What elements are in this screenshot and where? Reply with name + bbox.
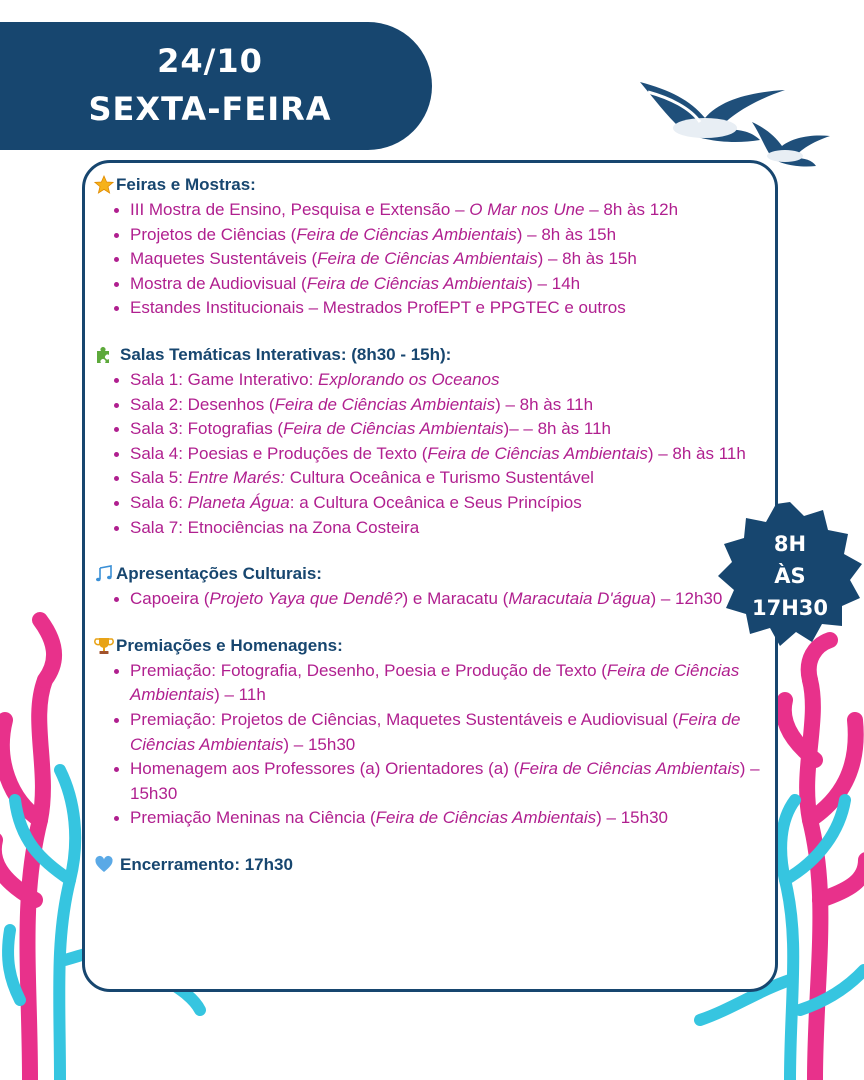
list-item: Sala 3: Fotografias (Feira de Ciências Ambientais)– – 8h às 11h [94, 417, 766, 442]
list-item: Premiação: Projetos de Ciências, Maquetes Sustentáveis e Audiovisual (Feira de Ciências Ambientais) – 15h30 [94, 708, 766, 757]
list-item: Sala 2: Desenhos (Feira de Ciências Ambientais) – 8h às 11h [94, 393, 766, 418]
badge-line-1: 8H [773, 532, 807, 556]
section-title-text: Premiações e Homenagens: [116, 635, 343, 655]
seagull-small-icon [752, 122, 830, 167]
star-icon [94, 175, 114, 195]
section-feiras [94, 174, 766, 321]
heart-icon [94, 855, 114, 875]
list-item: Sala 4: Poesias e Produções de Texto (Feira de Ciências Ambientais) – 8h às 11h [94, 442, 766, 467]
list-item: Capoeira (Projeto Yaya que Dendê?) e Maracatu (Maracutaia D'água) – 12h30 [94, 587, 766, 612]
badge-text [716, 528, 864, 624]
list-item: Sala 5: Entre Marés: Cultura Oceânica e Turismo Sustentável [94, 466, 766, 491]
section-title-text: Feiras e Mostras: [116, 175, 256, 194]
pink-coral-left [0, 620, 54, 1080]
section-hours: : (8h30 - 15h): [340, 344, 452, 364]
date-header [0, 22, 432, 150]
puzzle-icon [94, 345, 114, 365]
list-item: Sala 7: Etnociências na Zona Costeira [94, 516, 766, 541]
badge-line-3: 17H30 [751, 596, 829, 620]
list-item: Estandes Institucionais – Mestrados ProfEPT e PPGTEC e outros [94, 296, 766, 321]
section-premiacoes-title [94, 635, 766, 657]
section-encerramento-title [94, 854, 766, 876]
time-badge [716, 502, 864, 650]
trophy-icon [94, 636, 114, 656]
section-feiras-title [94, 174, 766, 196]
badge-line-2: ÀS [774, 564, 806, 588]
list-item: Sala 1: Game Interativo: Explorando os Oceanos [94, 368, 766, 393]
section-title-text: Salas Temáticas Interativas [120, 344, 341, 364]
section-premiacoes [94, 635, 766, 831]
music-notes-icon [94, 564, 114, 584]
pink-coral-right [784, 640, 864, 1080]
list-item: Projetos de Ciências (Feira de Ciências Ambientais) – 8h às 15h [94, 223, 766, 248]
section-title-text: Encerramento: 17h30 [120, 854, 293, 874]
list-item: III Mostra de Ensino, Pesquisa e Extensão – O Mar nos Une – 8h às 12h [94, 198, 766, 223]
section-encerramento [94, 854, 766, 876]
section-title-text: Apresentações Culturais: [116, 564, 322, 584]
list-item: Maquetes Sustentáveis (Feira de Ciências Ambientais) – 8h às 15h [94, 247, 766, 272]
section-apresentacoes-title [94, 563, 766, 585]
section-apresentacoes [94, 563, 766, 612]
section-salas-title [94, 344, 766, 366]
header-weekday: SEXTA-FEIRA [88, 90, 332, 128]
schedule-content [94, 174, 766, 899]
header-date: 24/10 [157, 42, 263, 80]
list-item: Premiação: Fotografia, Desenho, Poesia e Produção de Texto (Feira de Ciências Ambientais) – 11h [94, 659, 766, 708]
section-salas [94, 344, 766, 540]
seagull-large-icon [640, 82, 785, 142]
list-item: Premiação Meninas na Ciência (Feira de Ciências Ambientais) – 15h30 [94, 806, 766, 831]
list-item: Homenagem aos Professores (a) Orientadores (a) (Feira de Ciências Ambientais) – 15h30 [94, 757, 766, 806]
list-item: Sala 6: Planeta Água: a Cultura Oceânica e Seus Princípios [94, 491, 766, 516]
list-item: Mostra de Audiovisual (Feira de Ciências Ambientais) – 14h [94, 272, 766, 297]
